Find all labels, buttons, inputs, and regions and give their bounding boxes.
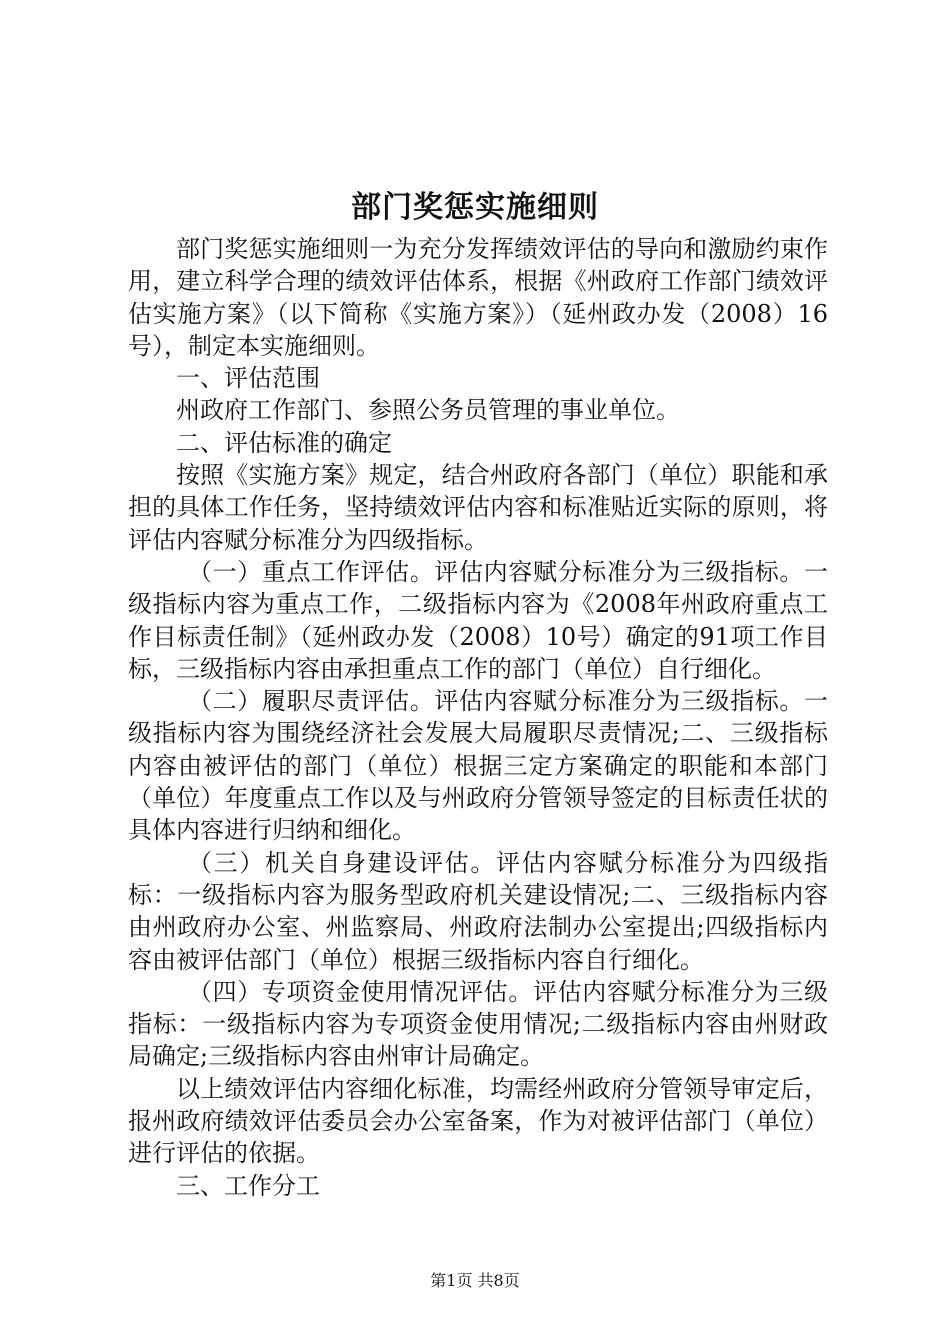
- duty-performance-paragraph: （二）履职尽责评估。评估内容赋分标准分为三级指标。一级指标内容为围绕经济社会发展大局履职尽责情况;二、三级指标内容由被评估的部门（单位）根据三定方案确定的职能和本部门（单位）年度重点工作以及与州政府分管领导签定的目标责任状的具体内容进行归纳和细化。: [128, 687, 828, 845]
- organ-building-paragraph: （三）机关自身建设评估。评估内容赋分标准分为四级指标：一级指标内容为服务型政府机关建设情况;二、三级指标内容由州政府办公室、州监察局、州政府法制办公室提出;四级指标内容由被评估部门（单位）根据三级指标内容自行细化。: [128, 848, 828, 974]
- section-heading-division: 三、工作分工: [176, 1171, 320, 1200]
- standards-paragraph: 按照《实施方案》规定，结合州政府各部门（单位）职能和承担的具体工作任务，坚持绩效评估内容和标准贴近实际的原则，将评估内容赋分标准分为四级指标。: [128, 461, 828, 554]
- intro-paragraph: 部门奖惩实施细则一为充分发挥绩效评估的导向和激励约束作用，建立科学合理的绩效评估体系，根据《州政府工作部门绩效评估实施方案》（以下简称《实施方案》）（延州政办发（2008）16号），制定本实施细则。: [128, 235, 828, 360]
- scope-paragraph: 州政府工作部门、参照公务员管理的事业单位。: [176, 396, 680, 425]
- document-title: 部门奖惩实施细则: [351, 190, 599, 225]
- approval-paragraph: 以上绩效评估内容细化标准，均需经州政府分管领导审定后，报州政府绩效评估委员会办公室备案，作为对被评估部门（单位）进行评估的依据。: [128, 1074, 828, 1168]
- section-heading-standards: 二、评估标准的确定: [176, 428, 392, 457]
- special-funds-paragraph: （四）专项资金使用情况评估。评估内容赋分标准分为三级指标：一级指标内容为专项资金使用情况;二级指标内容由州财政局确定;三级指标内容由州审计局确定。: [128, 977, 828, 1071]
- key-work-paragraph: （一）重点工作评估。评估内容赋分标准分为三级指标。一级指标内容为重点工作，二级指标内容为《2008年州政府重点工作目标责任制》（延州政办发（2008）10号）确定的91项工作目标，三级指标内容由承担重点工作的部门（单位）自行细化。: [128, 557, 828, 683]
- section-heading-scope: 一、评估范围: [176, 364, 320, 393]
- document-body: [128, 233, 828, 1202]
- page-number-footer: 第1页 共8页: [430, 1271, 520, 1290]
